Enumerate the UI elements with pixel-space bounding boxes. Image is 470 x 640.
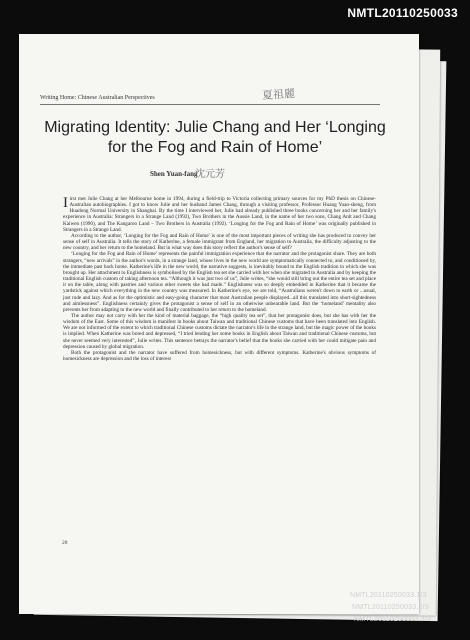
archive-identifier: NMTL20110250033 bbox=[347, 6, 458, 20]
header-rule bbox=[40, 104, 380, 105]
stamp-2: NMTL20110250033.2/3 bbox=[352, 604, 429, 611]
article-title: Migrating Identity: Julie Chang and Her ‘Longing for the Fog and Rain of Home’ bbox=[44, 119, 386, 156]
handwritten-name-top: 夏祖麗 bbox=[261, 86, 296, 103]
paragraph-4: The author may not carry with her the kind of material baggage, the “high quality tea set”, that her protagonist does, but she has with her the wisdom of the East. Some of this wisdom is manifest in books about Taiwan and traditional Chinese customs that have been translated into English. We are not informed of the extent to which traditional Chinese customs dictate the narrator's life in the strange land, but the magic power of the books is implied. When Katherine was bored and depressed, “I tried lending her some books in English about Taiwan and traditional Chinese customs, but she never seemed very interested”, Julie writes. This sentence betrays the narrator's belief that the books she carried with her could mitigate pain and depression caused by global migration. bbox=[63, 312, 376, 350]
article-body bbox=[63, 196, 376, 362]
paragraph-1-text: irst met Julie Chang at her Melbourne home in 1994, during a field-trip to Victoria collecting primary sources for my PhD thesis on Chinese-Australian autobiographies. I got to know Julie and her husband James Chang, through a visiting professor, Professor Huang Yuan-sheng, from Huadong Normal University in Shanghai. By the time I interviewed her, Julie had already published three books concerning her and her family's experience in Australia: Strangers in a Strange Land (1992), Two Brothers in the Aussie Land, in the name of her two sons, Chang Anlt and Chang Kaiwen (1990), and The Kangaroo Land – Two Brothers in Australia (1992). ‘Longing for the Fog and Rain of Home’ was originally published in Strangers in a Strange Land. bbox=[63, 196, 376, 233]
paragraph-3: ‘Longing for the Fog and Rain of Home’ represents the painful immigration experience that the narrator and the protagonist share. They are both strangers, “new arrivals” in the author's words, in a strange land, whose lives in the new world are symptomatically connected to, and conditioned by, the immediate past back home. Katherine's life in the new world, the narrative suggests, is inevitably bound to the English tradition in which she was brought up. Her attachment to Englishness is symbolised by the English tea set she carried with her when she migrated to Australia and by keeping the traditional English custom of taking afternoon tea. “Although it was just two of us”, Julie writes, “she would still bring out the entire tea set and place it on the table, along with pastries and various other sweets she had made.” Englishness was so deeply embedded in Katherine that it became the yardstick against which everything in the new country was measured. In Katherine's eye, we are told, “Australians weren't down to earth or ...usual, just rude and lazy. And as for the optimistic and easy-going character that most Australian people displayed...all this translated into short-sightedness and aimlessness”. Englishness certainly gives the protagonist a sense of self in an otherwise unbearable land. But the ‘homeland’ mentality also prevents her from adapting to the new world and finally contributed to her return to the homeland. bbox=[63, 251, 376, 313]
stamp-1: NMTL20110250033.1/3 bbox=[350, 592, 427, 599]
handwritten-author-name: 沈元芳 bbox=[195, 169, 225, 180]
stamp-3: NMTL20110250033.3/3 bbox=[354, 616, 431, 623]
paragraph-1 bbox=[63, 196, 376, 233]
running-header: Writing Home: Chinese Australian Perspectives bbox=[40, 95, 155, 101]
drop-cap: I bbox=[63, 195, 68, 211]
paragraph-5: Both the protagonist and the narrator have suffered from homesickness, but with different symptoms. Katherine's obvious symptoms of homesickness are depression and the loss of interest bbox=[63, 349, 376, 363]
author-name: Shen Yuan-fang bbox=[150, 170, 198, 178]
page-number: 28 bbox=[62, 540, 68, 546]
paragraph-2: According to the author, ‘Longing for the Fog and Rain of Home’ is one of the most important pieces of writing she has produced to convey her sense of self in Australia. It tells the story of Katherine, a female immigrant from England, her migration to Australia, the difficulty adjusting to the new country, and her return to the homeland. But in what way does this story reflect the author's sense of self? bbox=[63, 232, 376, 252]
